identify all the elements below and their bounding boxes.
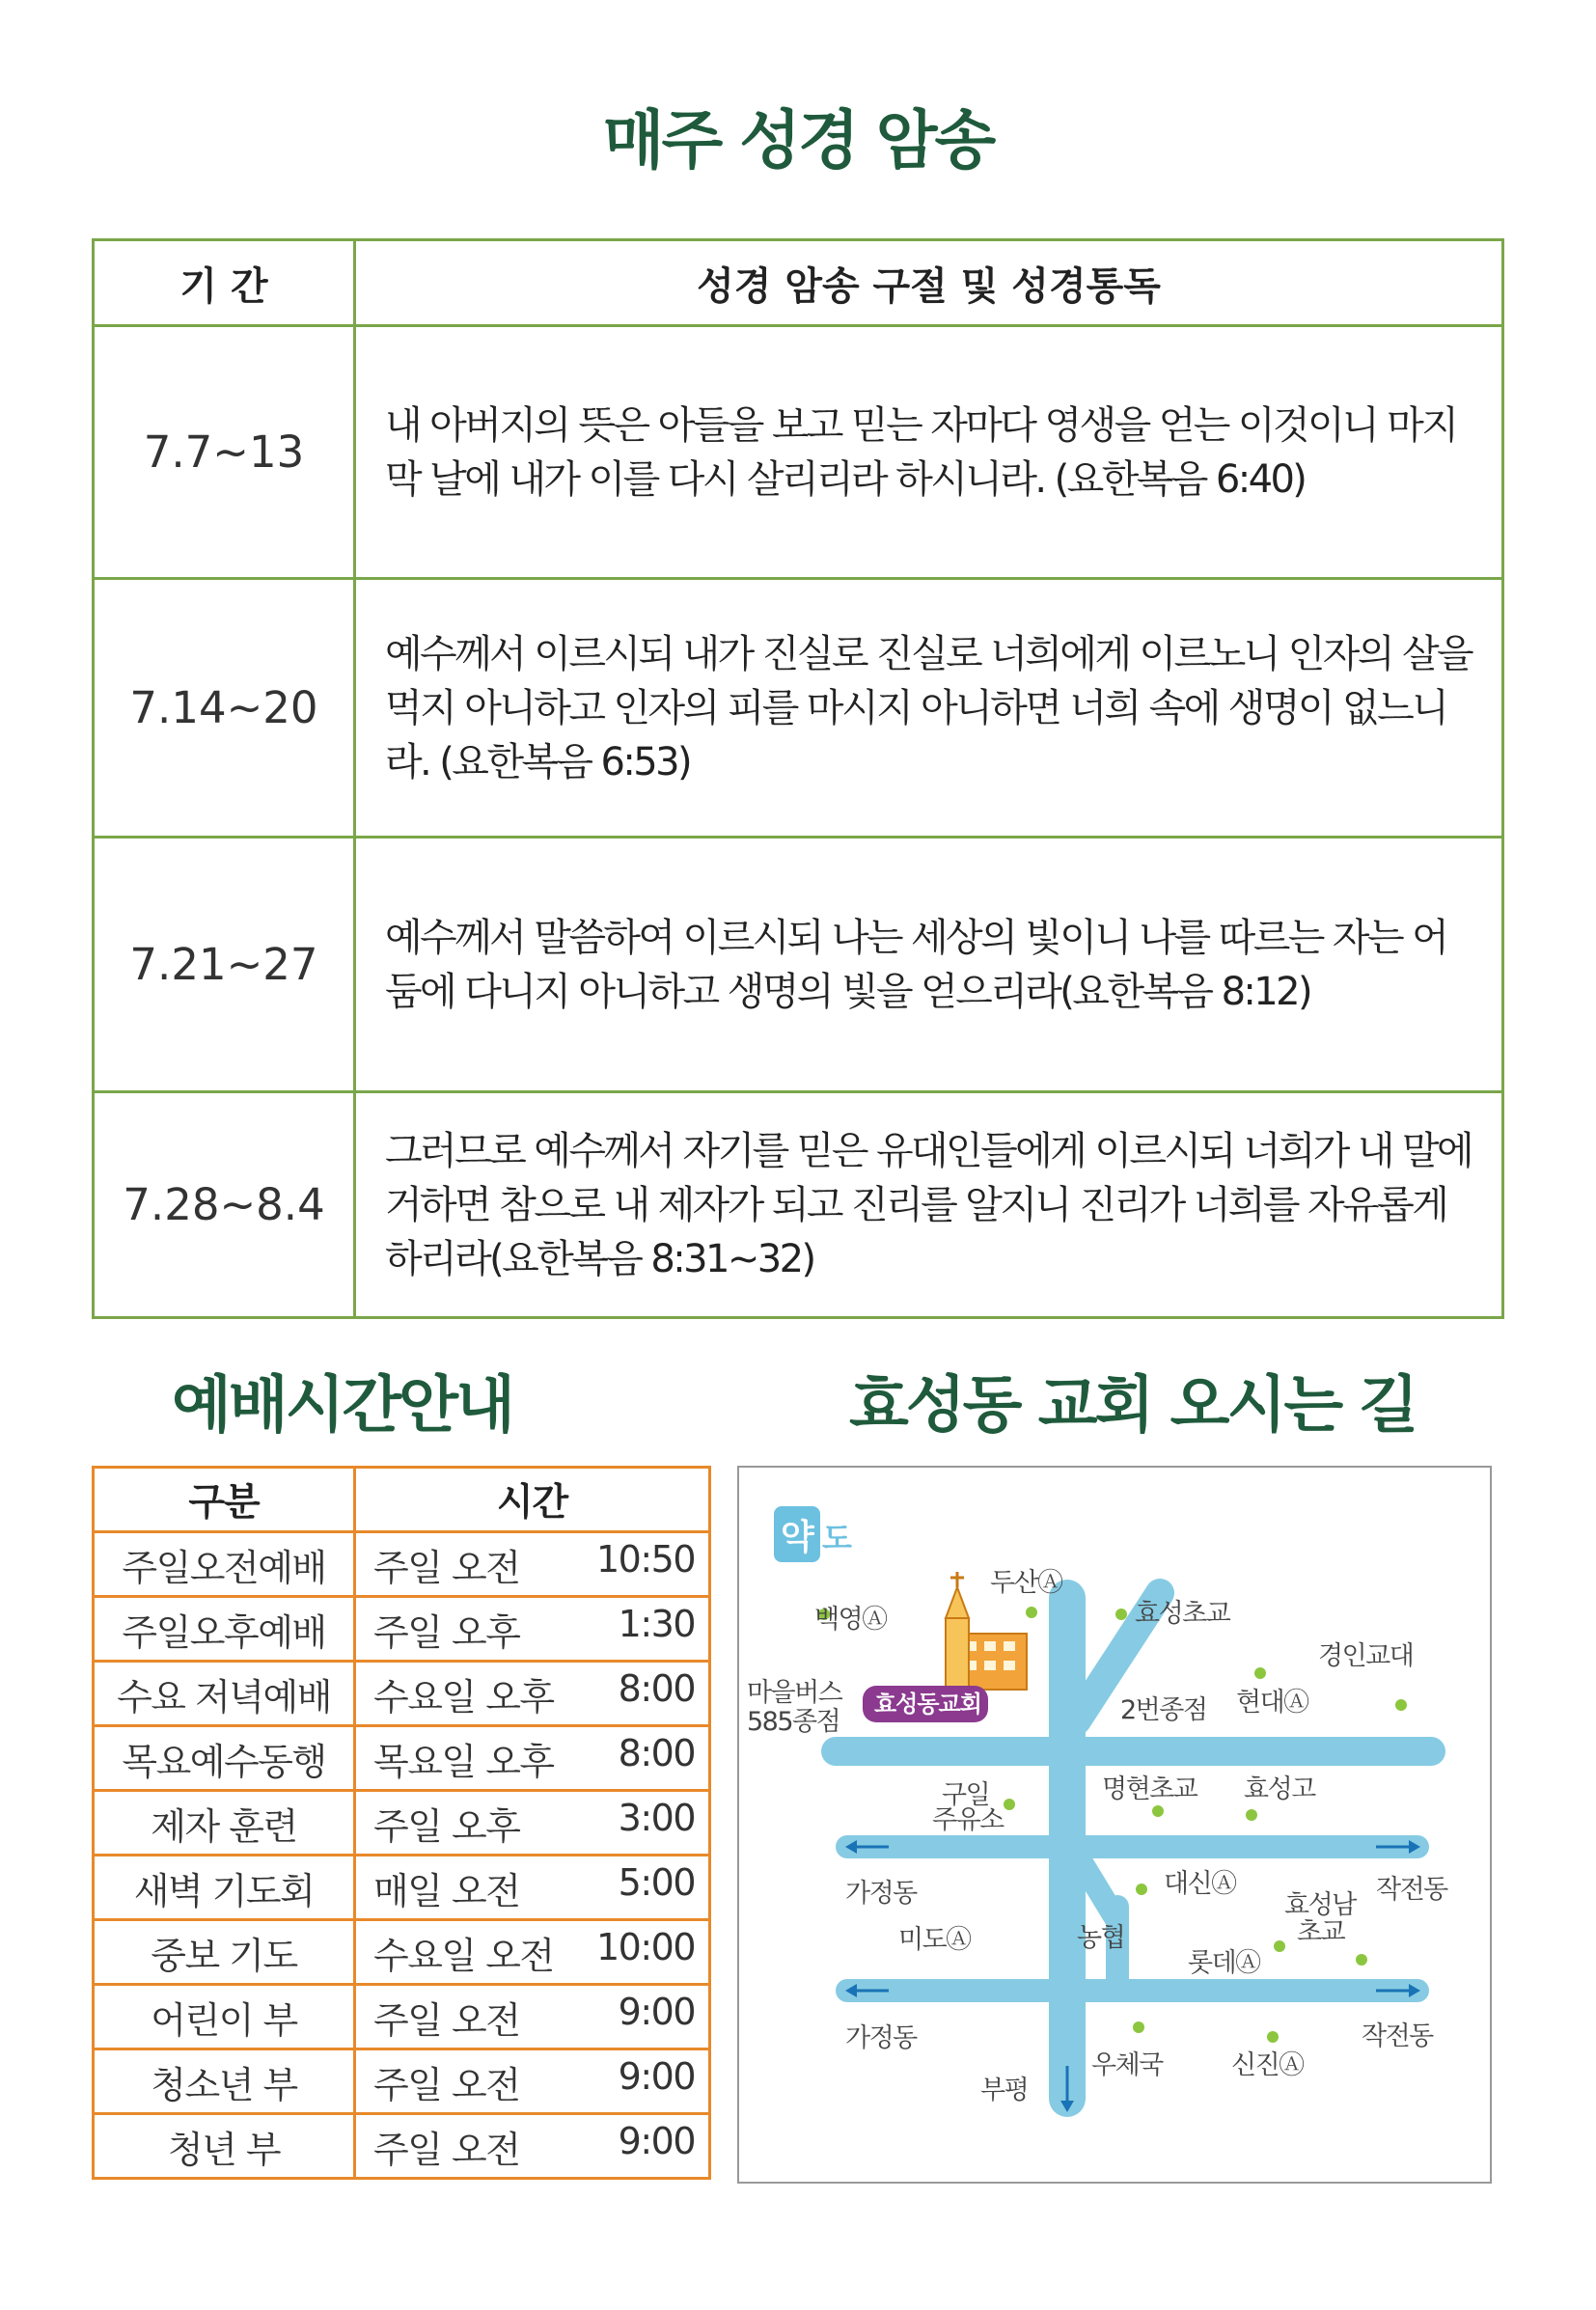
service-time-header: 시간 <box>355 1468 710 1532</box>
service-time-cell <box>355 1920 710 1985</box>
period-header: 기 간 <box>94 240 355 326</box>
verse-row <box>94 838 1503 1092</box>
service-row <box>94 1920 710 1985</box>
label-585-terminal: 585종점 <box>747 1707 840 1737</box>
verse-period: 7.14~20 <box>94 579 355 838</box>
service-time-cell <box>355 2049 710 2114</box>
label-jakjeon-bottom: 작전동 <box>1362 2021 1433 2051</box>
main-title: 매주 성경 암송 <box>602 103 994 178</box>
service-day: 수요일 오후 <box>373 1675 554 1719</box>
label-bupyeong: 부평 <box>980 2076 1029 2105</box>
service-name: 주일오전예배 <box>94 1532 355 1597</box>
verse-row <box>94 326 1503 579</box>
service-hour: 10:00 <box>595 1925 695 1968</box>
label-jakjeon-top: 작전동 <box>1376 1875 1447 1905</box>
service-time-cell <box>355 1597 710 1662</box>
verse-text: 예수께서 말씀하여 이르시되 나는 세상의 빛이니 나를 따르는 자는 어둠에 다니지 아니하고 생명의 빛을 얻으리라(요한복음 8:12) <box>355 838 1503 1092</box>
label-maeul-bus: 마을버스 <box>747 1678 842 1708</box>
landmark-dot <box>1267 2031 1279 2043</box>
verse-period: 7.28~8.4 <box>94 1092 355 1318</box>
service-hour: 8:00 <box>618 1731 695 1774</box>
label-baekyoung: 백영Ⓐ <box>814 1605 887 1635</box>
service-name: 수요 저녁예배 <box>94 1662 355 1726</box>
service-day: 목요일 오후 <box>373 1740 554 1783</box>
verse-table-header-row <box>94 240 1503 326</box>
landmark-dot <box>1133 2021 1144 2033</box>
label-myeonghyeon: 명현초교 <box>1102 1774 1197 1804</box>
service-name: 목요예수동행 <box>94 1726 355 1791</box>
service-day: 주일 오전 <box>373 1998 520 2042</box>
label-mido: 미도Ⓐ <box>898 1925 971 1955</box>
label-hyundai: 현대Ⓐ <box>1236 1688 1308 1718</box>
label-gasoline-1: 구일 <box>942 1780 990 1810</box>
label-hyoseongnam-1: 효성남 <box>1284 1890 1356 1920</box>
service-hour: 10:50 <box>595 1537 695 1581</box>
service-row <box>94 1856 710 1920</box>
verse-text: 예수께서 이르시되 내가 진실로 진실로 너희에게 이르노니 인자의 살을 먹지 아니하고 인자의 피를 마시지 아니하면 너희 속에 생명이 없느니라. (요한복음 6:53) <box>355 579 1503 838</box>
landmark-dot <box>1395 1699 1407 1711</box>
service-hour: 9:00 <box>618 1990 695 2033</box>
service-time-cell <box>355 1532 710 1597</box>
landmark-dot <box>1254 1667 1266 1679</box>
service-day: 주일 오후 <box>373 1804 520 1848</box>
service-hour: 8:00 <box>618 1666 695 1710</box>
verse-text: 그러므로 예수께서 자기를 믿은 유대인들에게 이르시되 너희가 내 말에 거하면 참으로 내 제자가 되고 진리를 알지니 진리가 너희를 자유롭게 하리라(요한복음 8:31~32) <box>355 1092 1503 1318</box>
landmark-dot <box>1136 1884 1147 1895</box>
service-name: 제자 훈련 <box>94 1791 355 1856</box>
service-day: 매일 오전 <box>373 1869 520 1912</box>
verse-period: 7.7~13 <box>94 326 355 579</box>
map-badge-main: 약 <box>781 1518 814 1557</box>
service-name: 청소년 부 <box>94 2049 355 2114</box>
church-label: 효성동교회 <box>874 1691 981 1718</box>
landmark-dot <box>1356 1954 1367 1966</box>
label-gajeong-top: 가정동 <box>845 1879 917 1909</box>
label-post-office: 우체국 <box>1091 2050 1163 2080</box>
label-daesin: 대신Ⓐ <box>1164 1869 1236 1899</box>
service-times-title: 예배시간안내 <box>172 1370 512 1442</box>
verse-row <box>94 1092 1503 1318</box>
label-nonghyup: 농협 <box>1077 1923 1125 1953</box>
service-time-cell <box>355 1662 710 1726</box>
service-time-cell <box>355 2114 710 2179</box>
service-hour: 9:00 <box>618 2054 695 2098</box>
service-row <box>94 2114 710 2179</box>
landmark-dot <box>1026 1607 1037 1618</box>
service-day: 수요일 오전 <box>373 1934 554 1977</box>
service-time-cell <box>355 1726 710 1791</box>
service-day: 주일 오전 <box>373 2063 520 2106</box>
directions-map <box>737 1466 1492 2184</box>
label-stop2: 2번종점 <box>1120 1695 1207 1725</box>
service-row <box>94 1791 710 1856</box>
service-name-header: 구분 <box>94 1468 355 1532</box>
map-svg <box>739 1468 1490 2182</box>
service-name: 청년 부 <box>94 2114 355 2179</box>
service-name: 어린이 부 <box>94 1985 355 2049</box>
label-hyoseongnam-2: 초교 <box>1297 1917 1345 1947</box>
landmark-dot <box>1274 1940 1285 1952</box>
service-time-cell <box>355 1985 710 2049</box>
verse-period: 7.21~27 <box>94 838 355 1092</box>
service-name: 주일오후예배 <box>94 1597 355 1662</box>
directions-title: 효성동 교회 오시는 길 <box>849 1370 1417 1442</box>
service-hour: 3:00 <box>618 1796 695 1839</box>
label-shinjin: 신진Ⓐ <box>1231 2050 1304 2080</box>
service-hour: 1:30 <box>618 1602 695 1645</box>
verse-table <box>92 238 1504 1319</box>
verse-header: 성경 암송 구절 및 성경통독 <box>355 240 1503 326</box>
service-row <box>94 1597 710 1662</box>
service-times-table <box>92 1466 711 2180</box>
verse-text: 내 아버지의 뜻은 아들을 보고 믿는 자마다 영생을 얻는 이것이니 마지막 날에 내가 이를 다시 살리리라 하시니라. (요한복음 6:40) <box>355 326 1503 579</box>
service-row <box>94 1662 710 1726</box>
service-name: 새벽 기도회 <box>94 1856 355 1920</box>
service-time-cell <box>355 1791 710 1856</box>
label-gasoline-2: 주유소 <box>932 1805 1004 1835</box>
service-hour: 5:00 <box>618 1860 695 1904</box>
label-hyoseong-elementary: 효성초교 <box>1135 1599 1230 1629</box>
service-day: 주일 오전 <box>373 1546 520 1589</box>
service-day: 주일 오전 <box>373 2128 520 2171</box>
service-row <box>94 1726 710 1791</box>
landmark-dot <box>1115 1609 1127 1620</box>
service-time-cell <box>355 1856 710 1920</box>
landmark-dot <box>1246 1809 1257 1821</box>
service-row <box>94 1985 710 2049</box>
label-hyoseong-high: 효성고 <box>1244 1774 1315 1804</box>
label-lotte: 롯데Ⓐ <box>1188 1948 1260 1978</box>
service-name: 중보 기도 <box>94 1920 355 1985</box>
map-badge-rest: 도 <box>822 1520 852 1556</box>
label-gajeong-bottom: 가정동 <box>845 2023 917 2053</box>
label-gyeongin: 경인교대 <box>1318 1641 1414 1671</box>
service-header-row <box>94 1468 710 1532</box>
service-row <box>94 2049 710 2114</box>
verse-row <box>94 579 1503 838</box>
service-row <box>94 1532 710 1597</box>
service-day: 주일 오후 <box>373 1610 520 1654</box>
landmark-dot <box>1004 1799 1015 1810</box>
label-doosan: 두산Ⓐ <box>990 1568 1062 1598</box>
landmark-dot <box>1152 1805 1164 1817</box>
service-hour: 9:00 <box>618 2119 695 2162</box>
